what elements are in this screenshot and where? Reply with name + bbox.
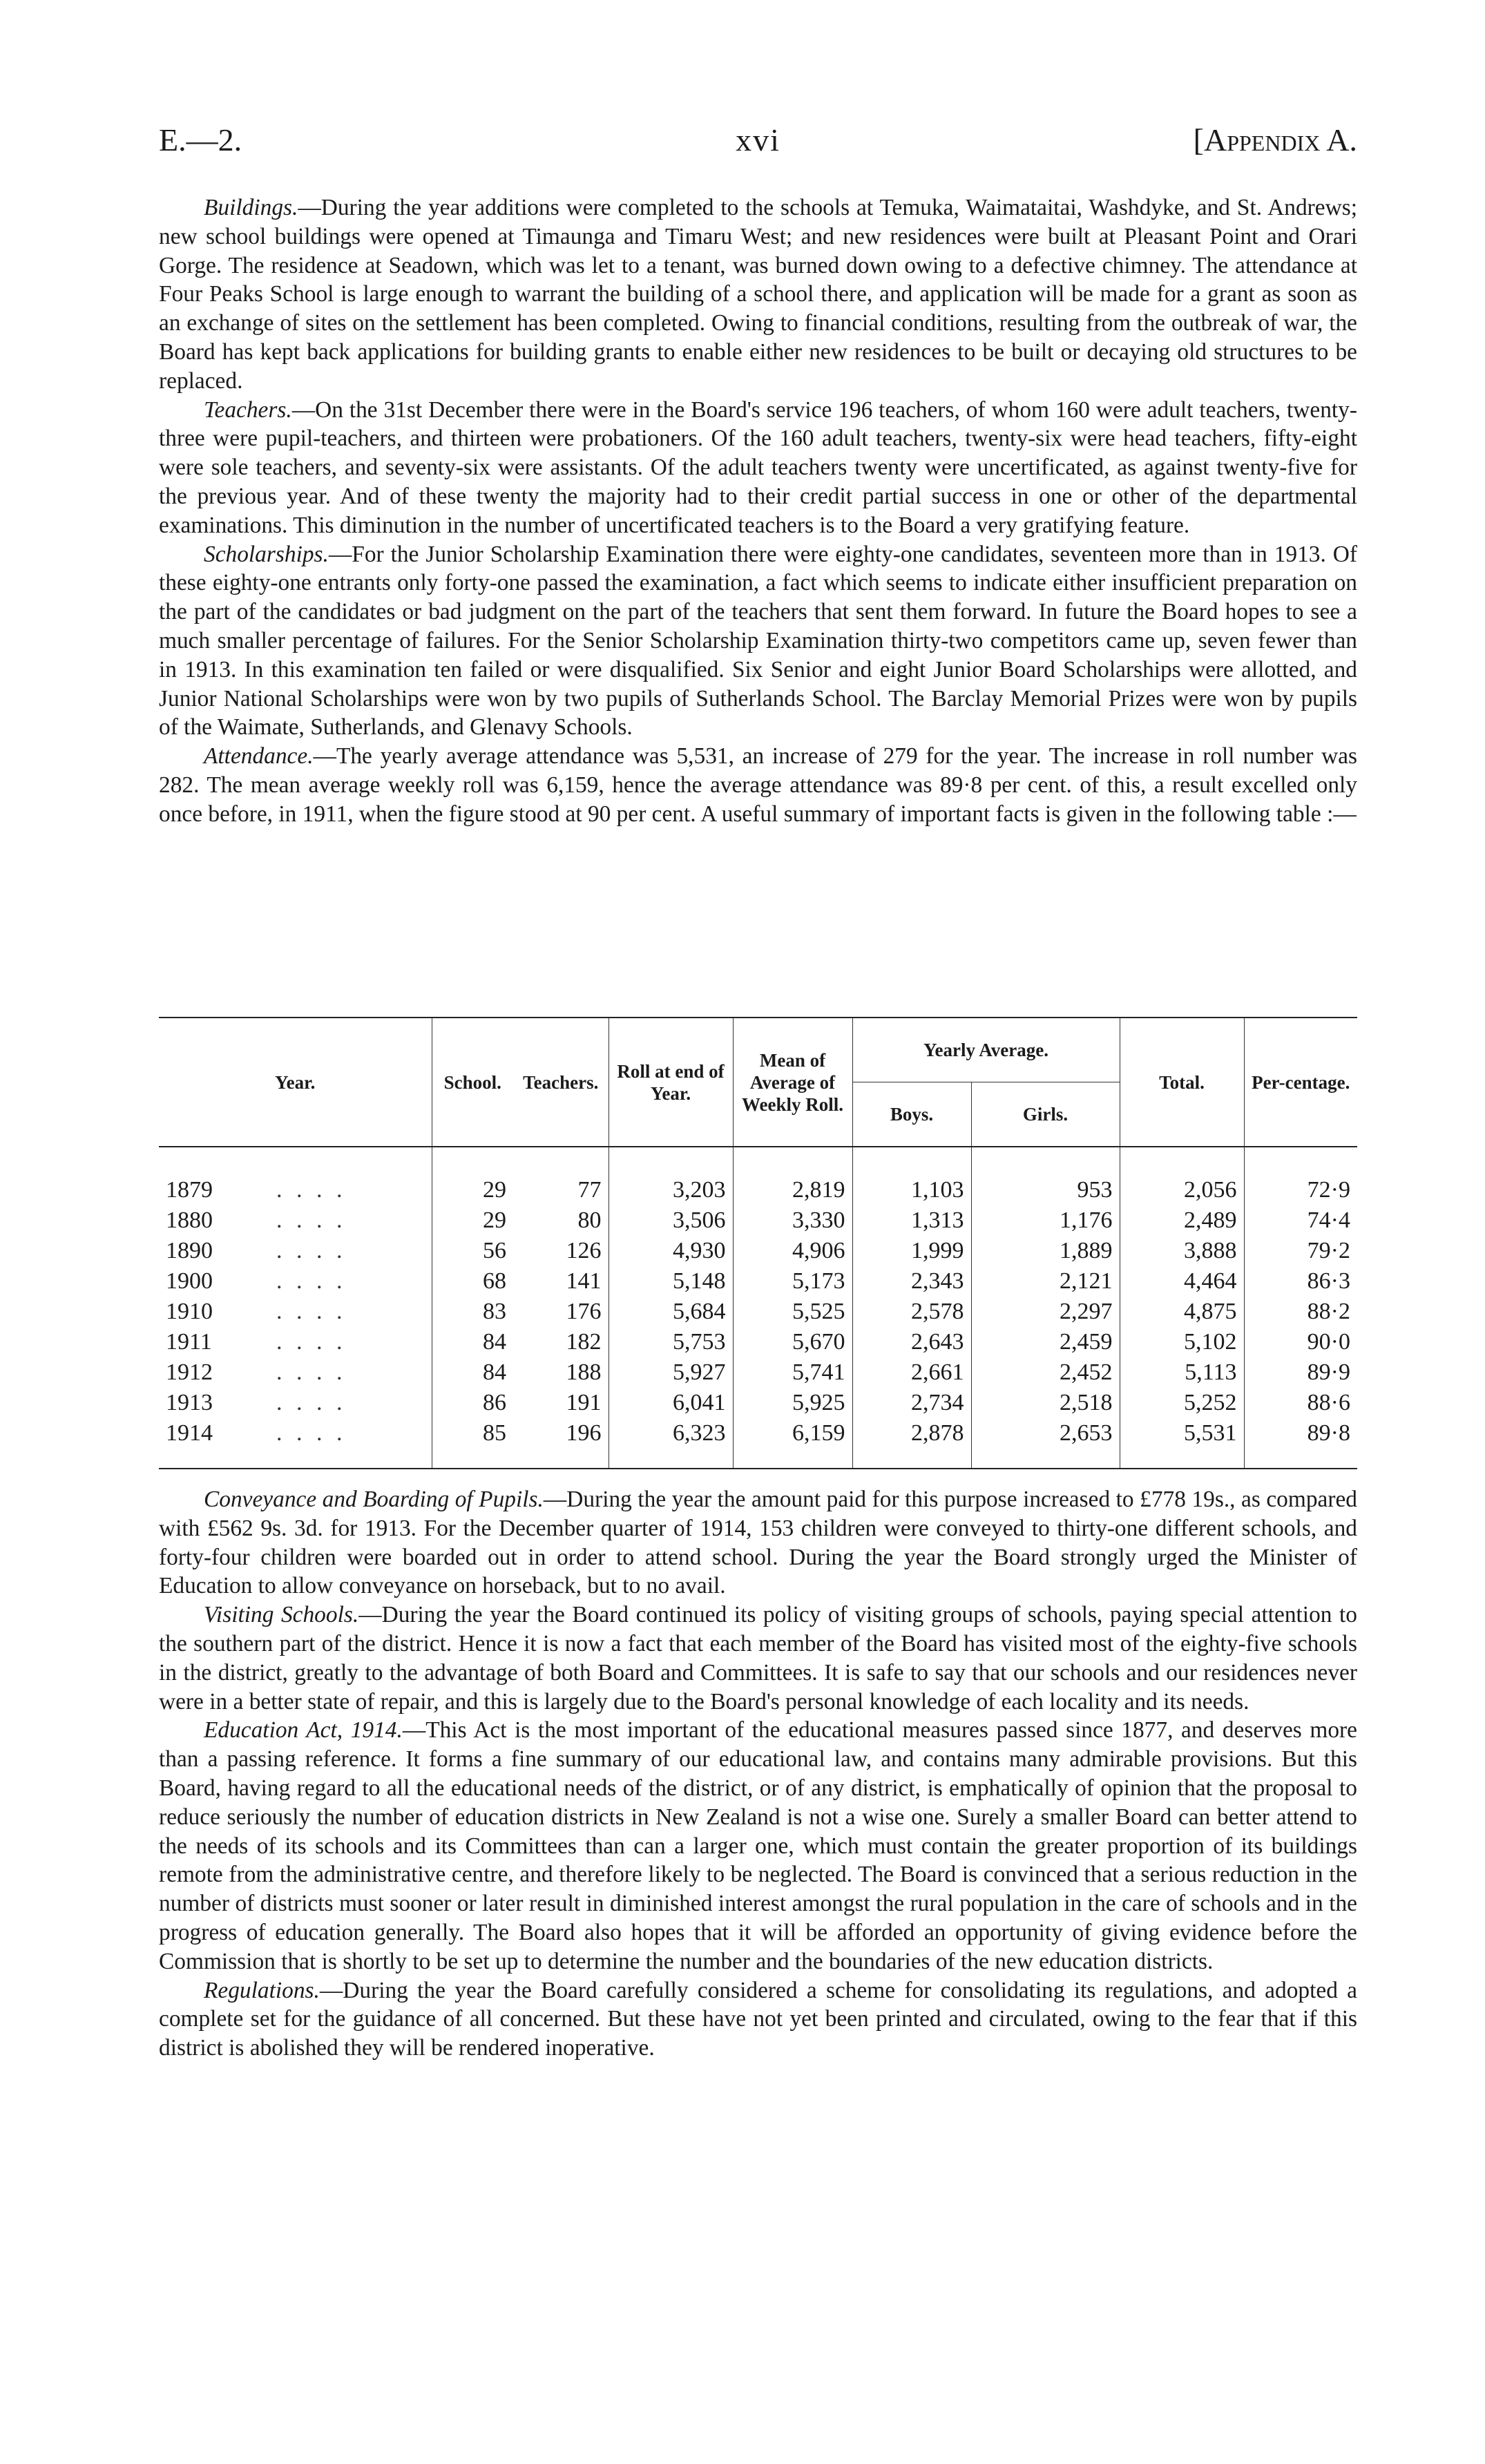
paragraph-text: —During the year the amount paid for this purpose increased to £778 19s., as compared with £562 9s. 3d. for 1913. For the December quarter of 1914, 153 children were conveyed to thirty-one different schools, and forty-four children were boarded out in order to attend school. During the year the Board strongly urged the Minister of Education to allow conveyance on horseback, but to no avail. <box>159 1487 1358 1599</box>
cell-year <box>159 1357 432 1388</box>
cell-total: 2,056 <box>1120 1147 1244 1205</box>
cell-school: 86 <box>432 1388 513 1418</box>
paragraph-visiting-schools <box>159 1601 1357 1716</box>
paragraph-heading: Attendance. <box>204 743 314 770</box>
cell-roll: 5,684 <box>609 1297 733 1327</box>
table-row <box>159 1205 1357 1236</box>
year-value: 1880 <box>166 1207 213 1233</box>
cell-mean: 5,670 <box>733 1327 852 1357</box>
year-value: 1913 <box>166 1390 213 1415</box>
cell-pct: 88·2 <box>1244 1297 1357 1327</box>
cell-pct: 89·8 <box>1244 1418 1357 1469</box>
paragraph-regulations <box>159 1976 1357 2063</box>
table-row <box>159 1147 1357 1205</box>
cell-girls: 2,121 <box>971 1266 1120 1297</box>
page-header <box>159 122 1357 163</box>
header-roll: Roll at end of Year. <box>609 1018 733 1147</box>
paragraph-heading: Regulations. <box>204 1977 320 2003</box>
header-girls: Girls. <box>971 1082 1120 1147</box>
leader-dots: . . . . <box>276 1207 347 1233</box>
cell-boys: 2,343 <box>852 1266 971 1297</box>
cell-boys: 2,661 <box>852 1357 971 1388</box>
paragraph-heading: Buildings. <box>204 195 298 220</box>
paragraph-text: —On the 31st December there were in the Board's service 196 teachers, of whom 160 were adult teachers, twenty-three were pupil-teachers, and thirteen were probationers. Of the 160 adult teachers, twenty-six were head teachers, fifty-eight were sole teachers, and seventy-six were assistants. Of the adult teachers twenty were uncertificated, as against twenty-five for the previous year. And of these twenty the majority had to their credit partial success in one or other of the departmental examinations. This diminution in the number of uncertificated teachers is to the Board a very gratifying feature. <box>159 397 1357 538</box>
paragraph-text: —During the year the Board continued its policy of visiting groups of schools, paying special attention to the southern part of the district. Hence it is now a fact that each member of the Board has visited most of the eighty-five schools in the district, greatly to the advantage of both Board and Committees. It is safe to say that our schools and our residences never were in a better state of repair, and this is largely due to the Board's personal knowledge of each locality and its needs. <box>159 1602 1357 1715</box>
cell-teachers: 176 <box>566 1299 602 1324</box>
paragraph-text: —During the year the Board carefully considered a scheme for consolidating its regulations, and adopted a complete set for the guidance of all concerned. But these have not yet been printed and circulated, owing to the fear that if this district is abolished they will be rendered inoperative. <box>159 1977 1357 2061</box>
cell-teachers: 188 <box>566 1359 602 1385</box>
header-yearly-average: Yearly Average. <box>852 1018 1120 1082</box>
cell-school: 56 <box>432 1236 513 1266</box>
cell-mean: 5,173 <box>733 1266 852 1297</box>
cell-pct: 79·2 <box>1244 1236 1357 1266</box>
table-row <box>159 1327 1357 1357</box>
cell-roll: 4,930 <box>609 1236 733 1266</box>
cell-boys: 2,734 <box>852 1388 971 1418</box>
paragraph-teachers <box>159 396 1357 540</box>
cell-mean: 5,925 <box>733 1388 852 1418</box>
year-value: 1910 <box>166 1299 213 1324</box>
paragraph-text: —The yearly average attendance was 5,531, an increase of 279 for the year. The increase in roll number was 282. The mean average weekly roll was 6,159, hence the average attendance was 89·8 per cent. of this, a result excelled only once before, in 1911, when the figure stood at 90 per cent. A useful summary of important facts is given in the following table :— <box>159 743 1357 827</box>
leader-dots: . . . . <box>276 1420 347 1446</box>
cell-boys: 2,878 <box>852 1418 971 1469</box>
table-row <box>159 1418 1357 1469</box>
leader-dots: . . . . <box>276 1177 347 1203</box>
cell-boys: 1,103 <box>852 1147 971 1205</box>
cell-mean: 5,741 <box>733 1357 852 1388</box>
cell-teachers: 191 <box>566 1390 602 1415</box>
cell-total: 2,489 <box>1120 1205 1244 1236</box>
cell-school: 83 <box>432 1297 513 1327</box>
cell-boys: 1,999 <box>852 1236 971 1266</box>
cell-roll: 3,506 <box>609 1205 733 1236</box>
cell-pct: 88·6 <box>1244 1388 1357 1418</box>
paragraph-buildings <box>159 193 1357 396</box>
cell-boys: 2,643 <box>852 1327 971 1357</box>
document-reference: E.—2. <box>159 122 242 157</box>
cell-total: 3,888 <box>1120 1236 1244 1266</box>
header-year: Year. <box>275 1071 316 1093</box>
cell-teachers: 196 <box>566 1420 602 1446</box>
year-value: 1911 <box>166 1329 212 1355</box>
cell-year <box>159 1205 432 1236</box>
leader-dots: . . . . <box>276 1329 347 1355</box>
cell-roll: 5,753 <box>609 1327 733 1357</box>
paragraph-text: —For the Junior Scholarship Examination there were eighty-one candidates, seventeen more than in 1913. Of these eighty-one entrants only forty-one passed the examination, a fact which seems to indicate either insufficient preparation on the part of the candidates or bad judgment on the part of the teachers that sent them forward. In future the Board hopes to see a much smaller percentage of failures. For the Senior Scholarship Examination thirty-two competitors came up, seven fewer than in 1913. In this examination ten failed or were disqualified. Six Senior and eight Junior Board Scholarships were allotted, and Junior National Scholarships were won by two pupils of Sutherlands School. The Barclay Memorial Prizes were won by pupils of the Waimate, Sutherlands, and Glenavy Schools. <box>159 541 1357 741</box>
cell-teachers: 80 <box>577 1207 602 1233</box>
paragraph-text: —This Act is the most important of the educational measures passed since 1877, and deserves more than a passing reference. It forms a fine summary of our educational law, and contains many admirable provisions. But this Board, having regard to all the educational needs of the district, or of any district, is emphatically of opinion that the proposal to reduce seriously the number of education districts in New Zealand is not a wise one. Surely a smaller Board can better attend to the needs of its schools and its Committees than can a larger one, which must contain the greater proportion of its buildings remote from the administrative centre, and therefore likely to be neglected. The Board is convinced that a serious reduction in the number of districts must sooner or later result in diminished interest amongst the rural population in the care of schools and in the progress of education generally. The Board also hopes that it will be afforded an opportunity of giving evidence before the Commission that is shortly to be set up to determine the number and the boundaries of the new education districts. <box>159 1717 1357 1974</box>
cell-girls: 2,653 <box>971 1418 1120 1469</box>
cell-school: 85 <box>432 1418 513 1469</box>
paragraph-education-act <box>159 1716 1357 1976</box>
cell-year <box>159 1236 432 1266</box>
header-mean-roll: Mean of Average of Weekly Roll. <box>733 1018 852 1147</box>
cell-mean: 4,906 <box>733 1236 852 1266</box>
cell-roll: 3,203 <box>609 1147 733 1205</box>
leader-dots: . . . . <box>276 1390 347 1415</box>
paragraph-heading: Scholarships. <box>204 541 329 567</box>
cell-pct: 89·9 <box>1244 1357 1357 1388</box>
leader-dots: . . . . <box>276 1299 347 1324</box>
cell-year <box>159 1418 432 1469</box>
cell-roll: 5,927 <box>609 1357 733 1388</box>
cell-year <box>159 1297 432 1327</box>
table-row <box>159 1297 1357 1327</box>
cell-mean: 2,819 <box>733 1147 852 1205</box>
paragraph-heading: Visiting Schools. <box>204 1602 359 1628</box>
paragraph-heading: Teachers. <box>204 397 292 423</box>
cell-school: 29 <box>432 1205 513 1236</box>
cell-year <box>159 1147 432 1205</box>
cell-girls: 1,176 <box>971 1205 1120 1236</box>
cell-total: 5,113 <box>1120 1357 1244 1388</box>
cell-pct: 74·4 <box>1244 1205 1357 1236</box>
cell-mean: 3,330 <box>733 1205 852 1236</box>
leader-dots: . . . . <box>276 1268 347 1294</box>
cell-total: 5,102 <box>1120 1327 1244 1357</box>
cell-year <box>159 1327 432 1357</box>
cell-total: 4,875 <box>1120 1297 1244 1327</box>
paragraph-scholarships <box>159 540 1357 743</box>
paragraph-heading: Conveyance and Boarding of Pupils. <box>204 1487 544 1512</box>
body-text-top <box>159 193 1357 829</box>
attendance-table <box>159 1017 1357 1469</box>
cell-mean: 5,525 <box>733 1297 852 1327</box>
leader-dots: . . . . <box>276 1359 347 1385</box>
cell-school: 84 <box>432 1327 513 1357</box>
cell-girls: 2,518 <box>971 1388 1120 1418</box>
cell-school: 84 <box>432 1357 513 1388</box>
cell-teachers: 126 <box>566 1238 602 1263</box>
cell-roll: 5,148 <box>609 1266 733 1297</box>
paragraph-attendance <box>159 742 1357 828</box>
cell-boys: 2,578 <box>852 1297 971 1327</box>
header-teachers: Teachers. <box>523 1071 599 1093</box>
cell-teachers: 182 <box>566 1329 602 1355</box>
cell-pct: 86·3 <box>1244 1266 1357 1297</box>
cell-girls: 2,459 <box>971 1327 1120 1357</box>
year-value: 1879 <box>166 1177 213 1203</box>
year-value: 1914 <box>166 1420 213 1446</box>
cell-girls: 2,452 <box>971 1357 1120 1388</box>
cell-roll: 6,323 <box>609 1418 733 1469</box>
year-value: 1912 <box>166 1359 213 1385</box>
table-row <box>159 1357 1357 1388</box>
cell-girls: 2,297 <box>971 1297 1120 1327</box>
paragraph-heading: Education Act, 1914. <box>204 1717 403 1744</box>
cell-school: 68 <box>432 1266 513 1297</box>
page-number: xvi <box>736 122 780 157</box>
header-boys: Boys. <box>852 1082 971 1147</box>
leader-dots: . . . . <box>276 1238 347 1263</box>
header-school: School. <box>432 1018 513 1147</box>
cell-year <box>159 1388 432 1418</box>
cell-pct: 90·0 <box>1244 1327 1357 1357</box>
cell-total: 4,464 <box>1120 1266 1244 1297</box>
paragraph-conveyance <box>159 1485 1357 1601</box>
table-row <box>159 1266 1357 1297</box>
cell-teachers: 141 <box>566 1268 602 1294</box>
header-total: Total. <box>1120 1018 1244 1147</box>
table-row <box>159 1388 1357 1418</box>
cell-total: 5,252 <box>1120 1388 1244 1418</box>
year-value: 1890 <box>166 1238 213 1263</box>
table-row <box>159 1236 1357 1266</box>
cell-pct: 72·9 <box>1244 1147 1357 1205</box>
cell-teachers: 77 <box>577 1177 602 1203</box>
cell-boys: 1,313 <box>852 1205 971 1236</box>
cell-roll: 6,041 <box>609 1388 733 1418</box>
cell-school: 29 <box>432 1147 513 1205</box>
body-text-bottom <box>159 1485 1357 2063</box>
cell-mean: 6,159 <box>733 1418 852 1469</box>
year-value: 1900 <box>166 1268 213 1294</box>
cell-year <box>159 1266 432 1297</box>
paragraph-text: —During the year additions were completed to the schools at Temuka, Waimataitai, Washdyke, and St. Andrews; new school buildings were opened at Timaunga and Timaru West; and new residences were built at Pleasant Point and Orari Gorge. The residence at Seadown, which was let to a tenant, was burned down owing to a defective chimney. The attendance at Four Peaks School is large enough to warrant the building of a school there, and application will be made for a grant as soon as an exchange of sites on the settlement has been completed. Owing to financial conditions, resulting from the outbreak of war, the Board has kept back applications for building grants to enable either new residences to be built or decaying old structures to be replaced. <box>159 195 1357 394</box>
cell-girls: 953 <box>971 1147 1120 1205</box>
appendix-label: [Appendix A. <box>1193 122 1357 157</box>
table-body <box>159 1147 1357 1469</box>
cell-total: 5,531 <box>1120 1418 1244 1469</box>
cell-girls: 1,889 <box>971 1236 1120 1266</box>
header-percentage: Per-centage. <box>1244 1018 1357 1147</box>
